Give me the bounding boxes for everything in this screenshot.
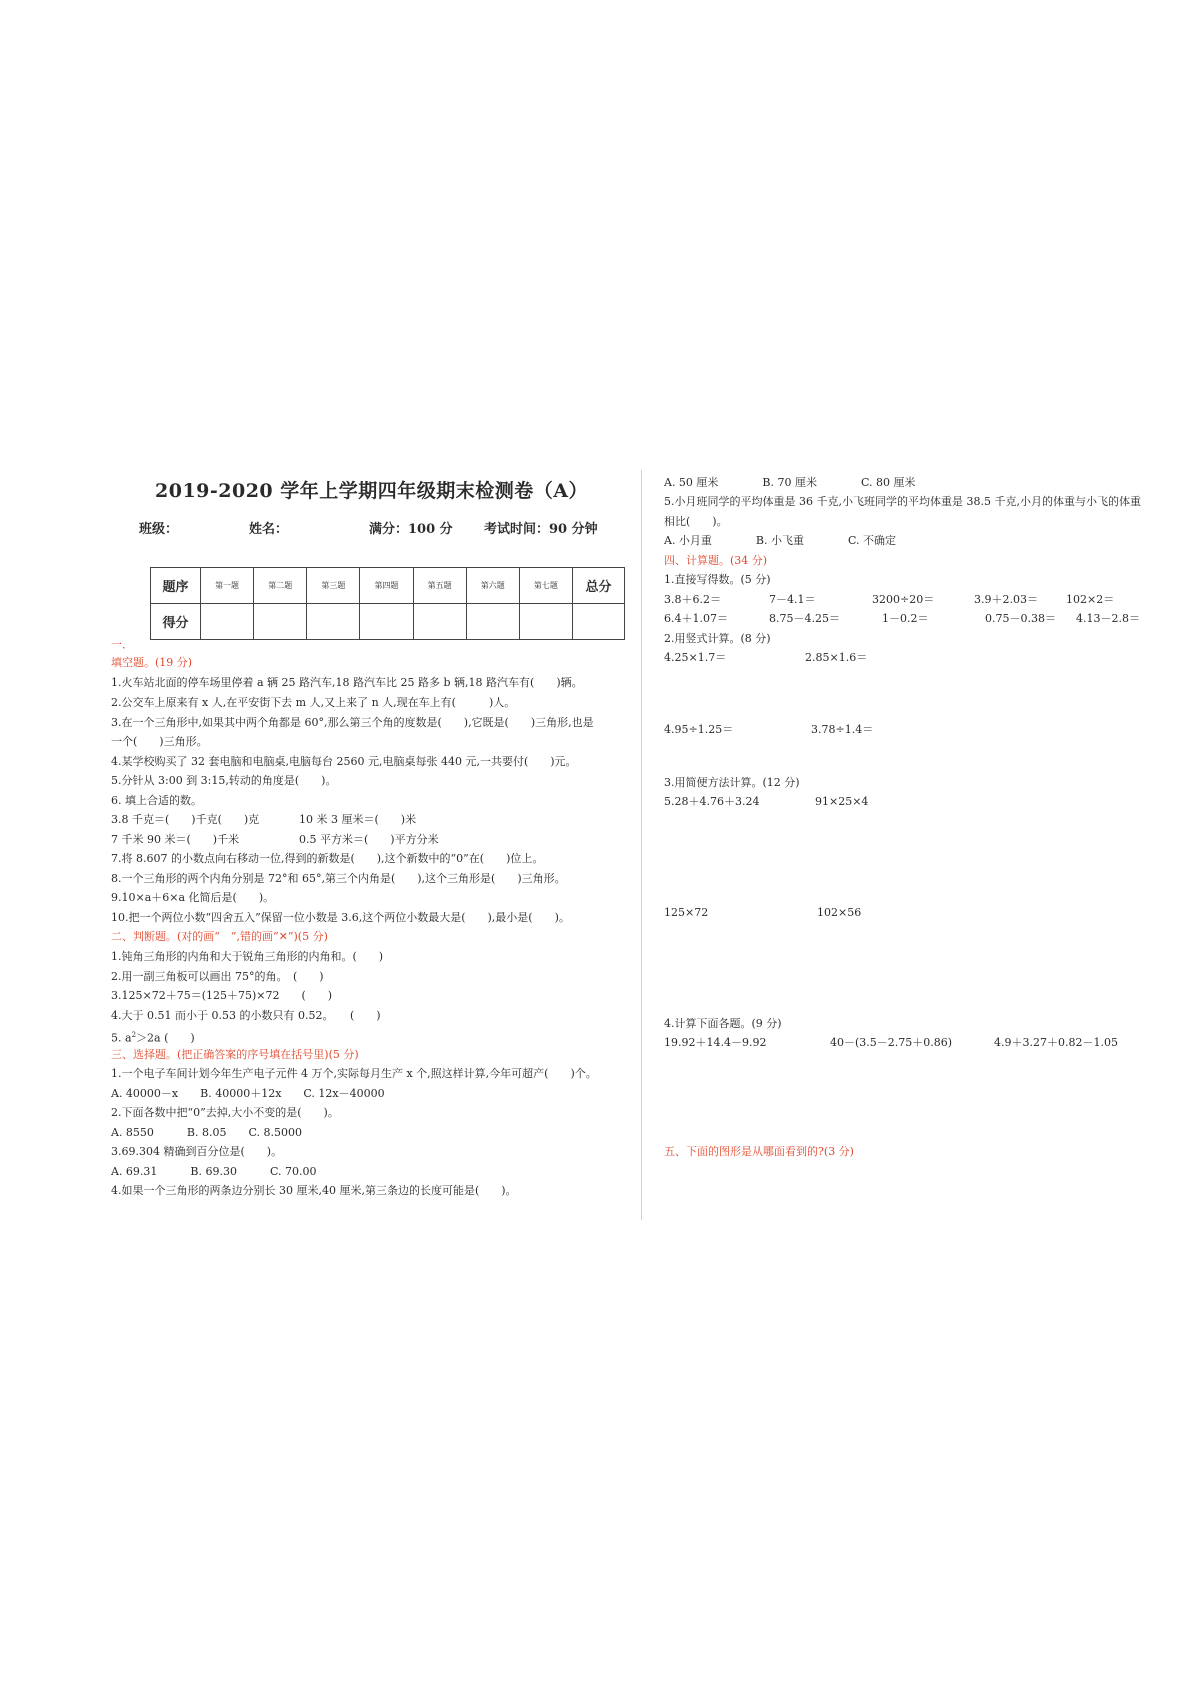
- choice-question-1-options: A. 40000－x B. 40000＋12x C. 12x－40000: [111, 1087, 385, 1100]
- fill-question-5: 5.分针从 3:00 到 3:15,转动的角度是( )。: [111, 774, 337, 787]
- exam-time: 考试时间：90 分钟: [484, 522, 598, 537]
- calc-part-1: 1.直接写得数。(5 分): [664, 573, 771, 586]
- simple-calc-c: 125×72: [664, 906, 709, 919]
- calc-part-3: 3.用简便方法计算。(12 分): [664, 776, 800, 789]
- choice-question-2: 2.下面各数中把“0”去掉,大小不变的是( )。: [111, 1106, 339, 1119]
- vertical-calc-d: 3.78÷1.4＝: [811, 723, 874, 736]
- section-1-title: 填空题。(19 分): [111, 656, 193, 669]
- score-cell[interactable]: [519, 604, 572, 640]
- calc-item: 7－4.1＝: [769, 593, 816, 606]
- score-header-cell: 第二题: [254, 568, 307, 604]
- fill-question-6b1: 7 千米 90 米＝( )千米: [111, 833, 240, 846]
- vertical-calc-c: 4.95÷1.25＝: [664, 723, 734, 736]
- score-header-cell: 总分: [573, 568, 625, 604]
- fill-question-6: 6. 填上合适的数。: [111, 794, 202, 807]
- fill-question-6a2: 10 米 3 厘米＝( )米: [299, 813, 417, 826]
- full-score: 满分：100 分: [369, 522, 453, 537]
- judge-question-3: 3.125×72＋75＝(125＋75)×72 ( ): [111, 989, 333, 1002]
- calc-item: 3.8＋6.2＝: [664, 593, 721, 606]
- simple-calc-b: 91×25×4: [815, 795, 869, 808]
- section-5-title: 五、下面的图形是从哪面看到的?(3 分): [664, 1145, 854, 1158]
- choice-question-5-options: A. 小月重 B. 小飞重 C. 不确定: [664, 534, 897, 547]
- fill-question-9: 9.10×a＋6×a 化简后是( )。: [111, 891, 275, 904]
- choice-question-4: 4.如果一个三角形的两条边分别长 30 厘米,40 厘米,第三条边的长度可能是( )。: [111, 1184, 517, 1197]
- choice-question-5a: 5.小月班同学的平均体重是 36 千克,小飞班同学的平均体重是 38.5 千克,小月的体重与小飞的体重: [664, 495, 1141, 508]
- choice-question-2-options: A. 8550 B. 8.05 C. 8.5000: [111, 1126, 303, 1139]
- section-4-title: 四、计算题。(34 分): [664, 554, 768, 567]
- score-header-cell: 第七题: [519, 568, 572, 604]
- judge-question-5-post: ＞2a ( ): [136, 1031, 195, 1045]
- score-cell[interactable]: [254, 604, 307, 640]
- mixed-calc-a: 19.92＋14.4－9.92: [664, 1036, 767, 1049]
- choice-question-3: 3.69.304 精确到百分位是( )。: [111, 1145, 283, 1158]
- choice-question-3-options: A. 69.31 B. 69.30 C. 70.00: [111, 1165, 317, 1178]
- score-row-label: 得分: [151, 604, 201, 640]
- class-label: 班级：: [139, 522, 179, 537]
- column-divider: [641, 470, 642, 1220]
- calc-item: 0.75－0.38＝: [985, 612, 1056, 625]
- fill-question-3b: 一个( )三角形。: [111, 735, 208, 748]
- section-1-prefix: 一．: [111, 638, 133, 651]
- judge-question-2: 2.用一副三角板可以画出 75°的角。 ( ): [111, 970, 324, 983]
- score-table-header-row: [151, 568, 625, 604]
- fill-question-4: 4.某学校购买了 32 套电脑和电脑桌,电脑每台 2560 元,电脑桌每张 440 元,一共要付( )元。: [111, 755, 577, 768]
- choice-question-5b: 相比( )。: [664, 515, 728, 528]
- score-table: [150, 567, 625, 640]
- calc-part-2: 2.用竖式计算。(8 分): [664, 632, 771, 645]
- mixed-calc-c: 4.9＋3.27＋0.82－1.05: [994, 1036, 1118, 1049]
- fill-question-7: 7.将 8.607 的小数点向右移动一位,得到的新数是( ),这个新数中的“0”在( )位上。: [111, 852, 544, 865]
- judge-question-5: [111, 1028, 195, 1046]
- score-header-cell: 第一题: [201, 568, 254, 604]
- calc-item: 8.75－4.25＝: [769, 612, 840, 625]
- fill-question-8: 8.一个三角形的两个内角分别是 72°和 65°,第三个内角是( ),这个三角形是( )三角形。: [111, 872, 566, 885]
- choice-question-1: 1.一个电子车间计划今年生产电子元件 4 万个,实际每月生产 x 个,照这样计算,今年可超产( )个。: [111, 1067, 597, 1080]
- fill-question-1: 1.火车站北面的停车场里停着 a 辆 25 路汽车,18 路汽车比 25 路多 b 辆,18 路汽车有( )辆。: [111, 676, 583, 689]
- calc-item: 4.13－2.8＝: [1076, 612, 1140, 625]
- fill-question-2: 2.公交车上原来有 x 人,在平安街下去 m 人,又上来了 n 人,现在车上有( )人。: [111, 696, 516, 709]
- score-cell[interactable]: [307, 604, 360, 640]
- score-header-cell: 题序: [151, 568, 201, 604]
- score-header-cell: 第六题: [466, 568, 519, 604]
- score-header-cell: 第三题: [307, 568, 360, 604]
- score-cell[interactable]: [413, 604, 466, 640]
- section-2-title: 二、判断题。(对的画“ ”,错的画“✕”)(5 分): [111, 930, 328, 943]
- section-3-title: 三、选择题。(把正确答案的序号填在括号里)(5 分): [111, 1048, 359, 1061]
- score-cell[interactable]: [201, 604, 254, 640]
- calc-item: 6.4＋1.07＝: [664, 612, 728, 625]
- fill-question-6a1: 3.8 千克＝( )千克( )克: [111, 813, 260, 826]
- judge-question-5-pre: 5. a: [111, 1031, 132, 1045]
- calc-part-4: 4.计算下面各题。(9 分): [664, 1017, 782, 1030]
- calc-item: 102×2＝: [1066, 593, 1115, 606]
- judge-question-5-exponent: 2: [131, 1031, 137, 1039]
- name-label: 姓名：: [249, 522, 289, 537]
- judge-question-4: 4.大于 0.51 而小于 0.53 的小数只有 0.52。 ( ): [111, 1009, 381, 1022]
- fill-question-10: 10.把一个两位小数“四舍五入”保留一位小数是 3.6,这个两位小数最大是( ),最小是( )。: [111, 911, 570, 924]
- score-header-cell: 第五题: [413, 568, 466, 604]
- score-cell[interactable]: [360, 604, 413, 640]
- vertical-calc-b: 2.85×1.6＝: [805, 651, 868, 664]
- calc-item: 1－0.2＝: [882, 612, 929, 625]
- choice-question-4-options: A. 50 厘米 B. 70 厘米 C. 80 厘米: [664, 476, 916, 489]
- simple-calc-d: 102×56: [817, 906, 862, 919]
- vertical-calc-a: 4.25×1.7＝: [664, 651, 727, 664]
- calc-item: 3200÷20＝: [872, 593, 935, 606]
- page-title: 2019-2020 学年上学期四年级期末检测卷（A）: [155, 480, 589, 502]
- calc-item: 3.9＋2.03＝: [974, 593, 1038, 606]
- simple-calc-a: 5.28＋4.76＋3.24: [664, 795, 760, 808]
- score-table-score-row: [151, 604, 625, 640]
- judge-question-1: 1.钝角三角形的内角和大于锐角三角形的内角和。( ): [111, 950, 384, 963]
- fill-question-6b2: 0.5 平方米＝( )平方分米: [299, 833, 439, 846]
- score-cell[interactable]: [466, 604, 519, 640]
- fill-question-3a: 3.在一个三角形中,如果其中两个角都是 60°,那么第三个角的度数是( ),它既是( )三角形,也是: [111, 716, 594, 729]
- score-cell[interactable]: [573, 604, 625, 640]
- mixed-calc-b: 40－(3.5－2.75＋0.86): [830, 1036, 953, 1049]
- score-header-cell: 第四题: [360, 568, 413, 604]
